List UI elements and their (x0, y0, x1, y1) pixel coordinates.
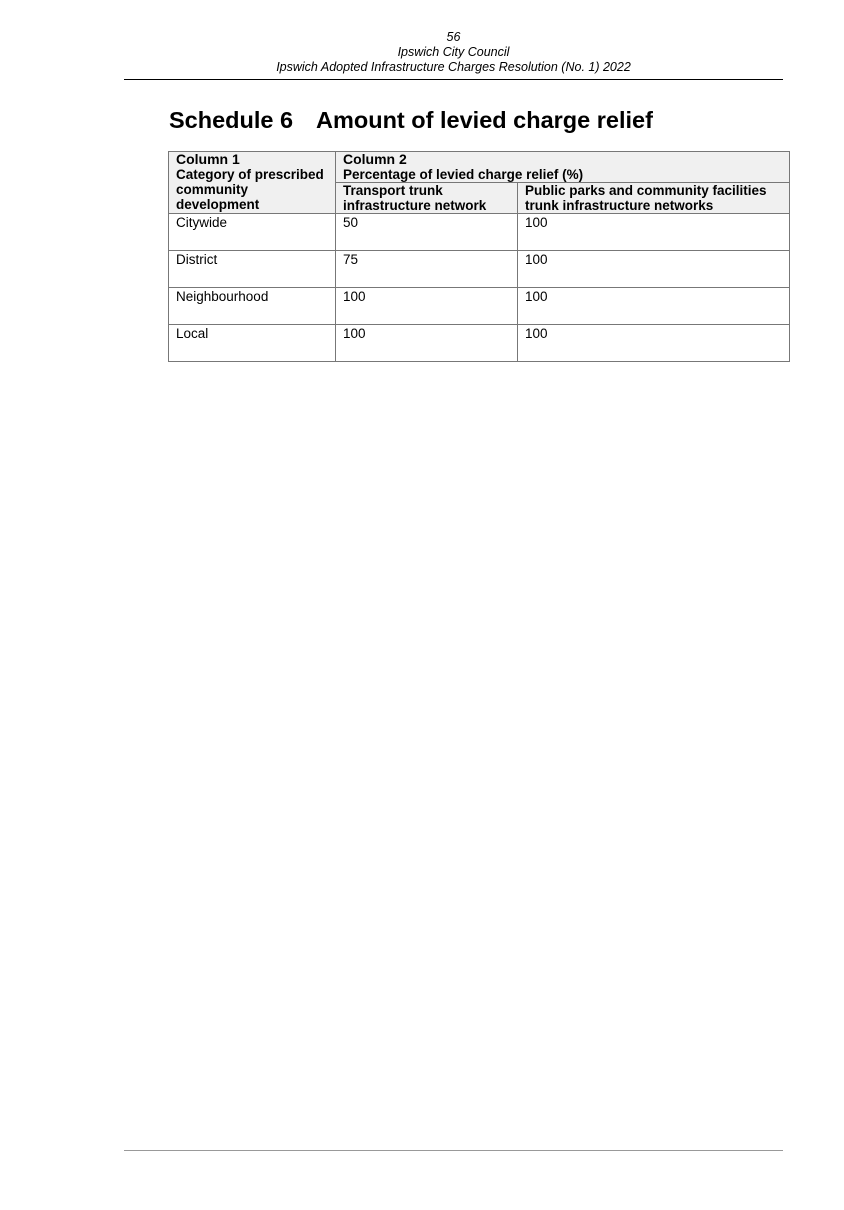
page-header (124, 30, 783, 75)
column-2-caption: Column 2 (343, 151, 407, 167)
parks-relief-cell: 100 (518, 325, 790, 362)
category-cell: Citywide (169, 214, 336, 251)
organisation-name: Ipswich City Council (397, 45, 510, 59)
category-cell: Neighbourhood (169, 288, 336, 325)
column-2-header (336, 152, 790, 183)
parks-community-network-header: Public parks and community facilities trunk infrastructure networks (518, 183, 790, 214)
schedule-title: Amount of levied charge relief (316, 107, 653, 133)
header-divider (124, 79, 783, 80)
transport-relief-cell: 100 (336, 288, 518, 325)
footer-divider (124, 1150, 783, 1151)
parks-relief-cell: 100 (518, 251, 790, 288)
column-2-heading: Percentage of levied charge relief (%) (343, 167, 584, 182)
transport-relief-cell: 50 (336, 214, 518, 251)
table-row (169, 288, 790, 325)
table-row (169, 325, 790, 362)
column-1-header (169, 152, 336, 214)
transport-relief-cell: 100 (336, 325, 518, 362)
parks-relief-cell: 100 (518, 288, 790, 325)
document-title: Ipswich Adopted Infrastructure Charges Resolution (No. 1) 2022 (276, 60, 631, 74)
levied-charge-relief-table (168, 151, 790, 362)
schedule-number: Schedule 6 (169, 107, 294, 133)
column-1-caption: Column 1 (176, 151, 240, 167)
column-1-heading: Category of prescribed community development (176, 167, 324, 212)
transport-network-header: Transport trunk infrastructure network (336, 183, 518, 214)
table-row (169, 214, 790, 251)
schedule-heading (169, 104, 653, 136)
transport-relief-cell: 75 (336, 251, 518, 288)
table-header-row (169, 152, 790, 183)
parks-relief-cell: 100 (518, 214, 790, 251)
table-row (169, 251, 790, 288)
page-number: 56 (446, 30, 461, 44)
category-cell: Local (169, 325, 336, 362)
category-cell: District (169, 251, 336, 288)
